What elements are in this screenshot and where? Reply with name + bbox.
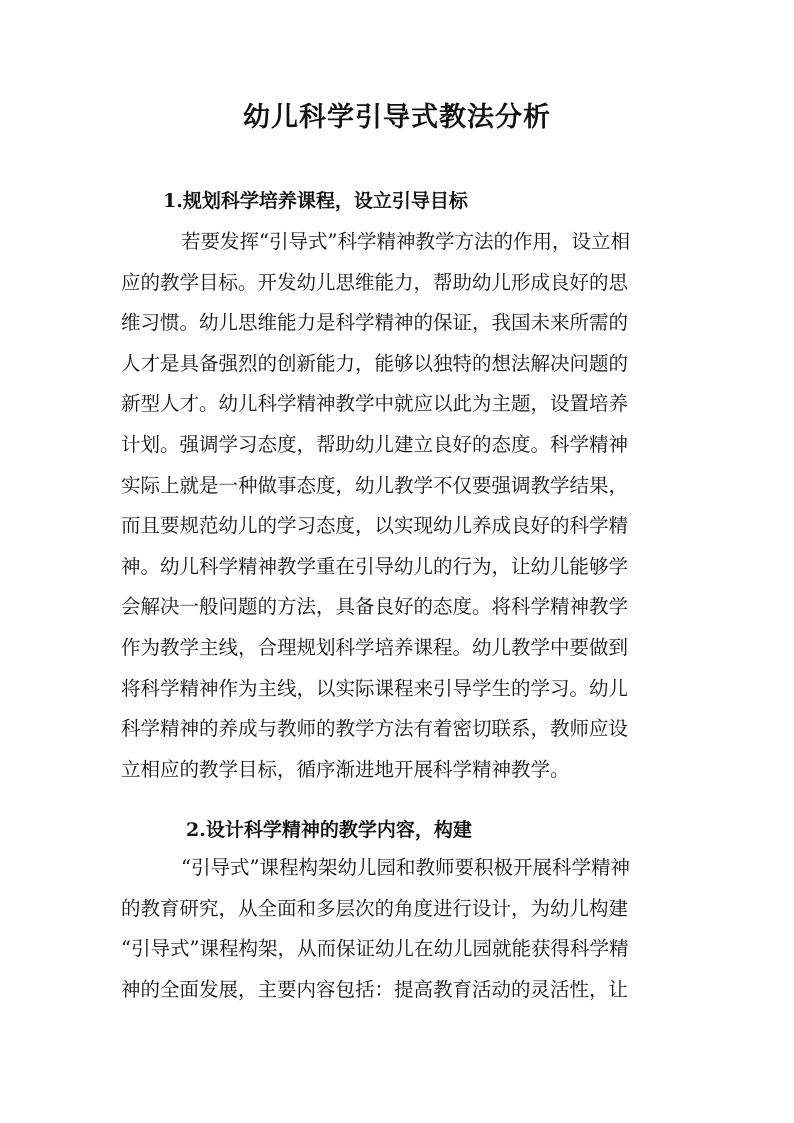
document-title: 幼儿科学引导式教法分析 bbox=[243, 102, 551, 133]
paragraph-line: 神。幼儿科学精神教学重在引导幼儿的行为，让幼儿能够学 bbox=[121, 554, 629, 578]
paragraph-line: 实际上就是一种做事态度，幼儿教学不仅要强调教学结果， bbox=[121, 473, 629, 497]
paragraph-line: 的教育研究，从全面和多层次的角度进行设计，为幼儿构建 bbox=[121, 896, 629, 920]
paragraph-line: 新型人才。幼儿科学精神教学中就应以此为主题，设置培养 bbox=[121, 392, 629, 416]
paragraph-line: 作为教学主线，合理规划科学培养课程。幼儿教学中要做到 bbox=[121, 635, 629, 659]
paragraph-line: 会解决一般问题的方法，具备良好的态度。将科学精神教学 bbox=[121, 595, 629, 619]
paragraph-line: “引导式”课程构架，从而保证幼儿在幼儿园就能获得科学精 bbox=[121, 937, 629, 961]
paragraph-line: 计划。强调学习态度，帮助幼儿建立良好的态度。科学精神 bbox=[121, 432, 629, 456]
section-1-heading: 1.规划科学培养课程，设立引导目标 bbox=[163, 190, 468, 212]
paragraph-line: 若要发挥“引导式”科学精神教学方法的作用，设立相 bbox=[181, 230, 630, 253]
paragraph-line: 应的教学目标。开发幼儿思维能力，帮助幼儿形成良好的思 bbox=[121, 270, 629, 294]
paragraph-line: 维习惯。幼儿思维能力是科学精神的保证，我国未来所需的 bbox=[121, 311, 629, 335]
paragraph-line: 将科学精神作为主线，以实际课程来引导学生的学习。幼儿 bbox=[121, 676, 629, 700]
section-2-heading: 2.设计科学精神的教学内容，构建 bbox=[186, 819, 472, 841]
paragraph-line: 而且要规范幼儿的学习态度，以实现幼儿养成良好的科学精 bbox=[121, 514, 629, 538]
section-2-paragraph bbox=[121, 848, 673, 1010]
paragraph-line: “引导式”课程构架幼儿园和教师要积极开展科学精神 bbox=[181, 856, 630, 879]
paragraph-line: 科学精神的养成与教师的教学方法有着密切联系，教师应设 bbox=[121, 717, 629, 741]
paragraph-line: 立相应的教学目标，循序渐进地开展科学精神教学。 bbox=[121, 757, 570, 781]
paragraph-line: 人才是具备强烈的创新能力，能够以独特的想法解决问题的 bbox=[121, 351, 629, 375]
paragraph-line: 神的全面发展，主要内容包括：提高教育活动的灵活性，让 bbox=[121, 977, 629, 1001]
section-1-paragraph bbox=[121, 222, 673, 790]
